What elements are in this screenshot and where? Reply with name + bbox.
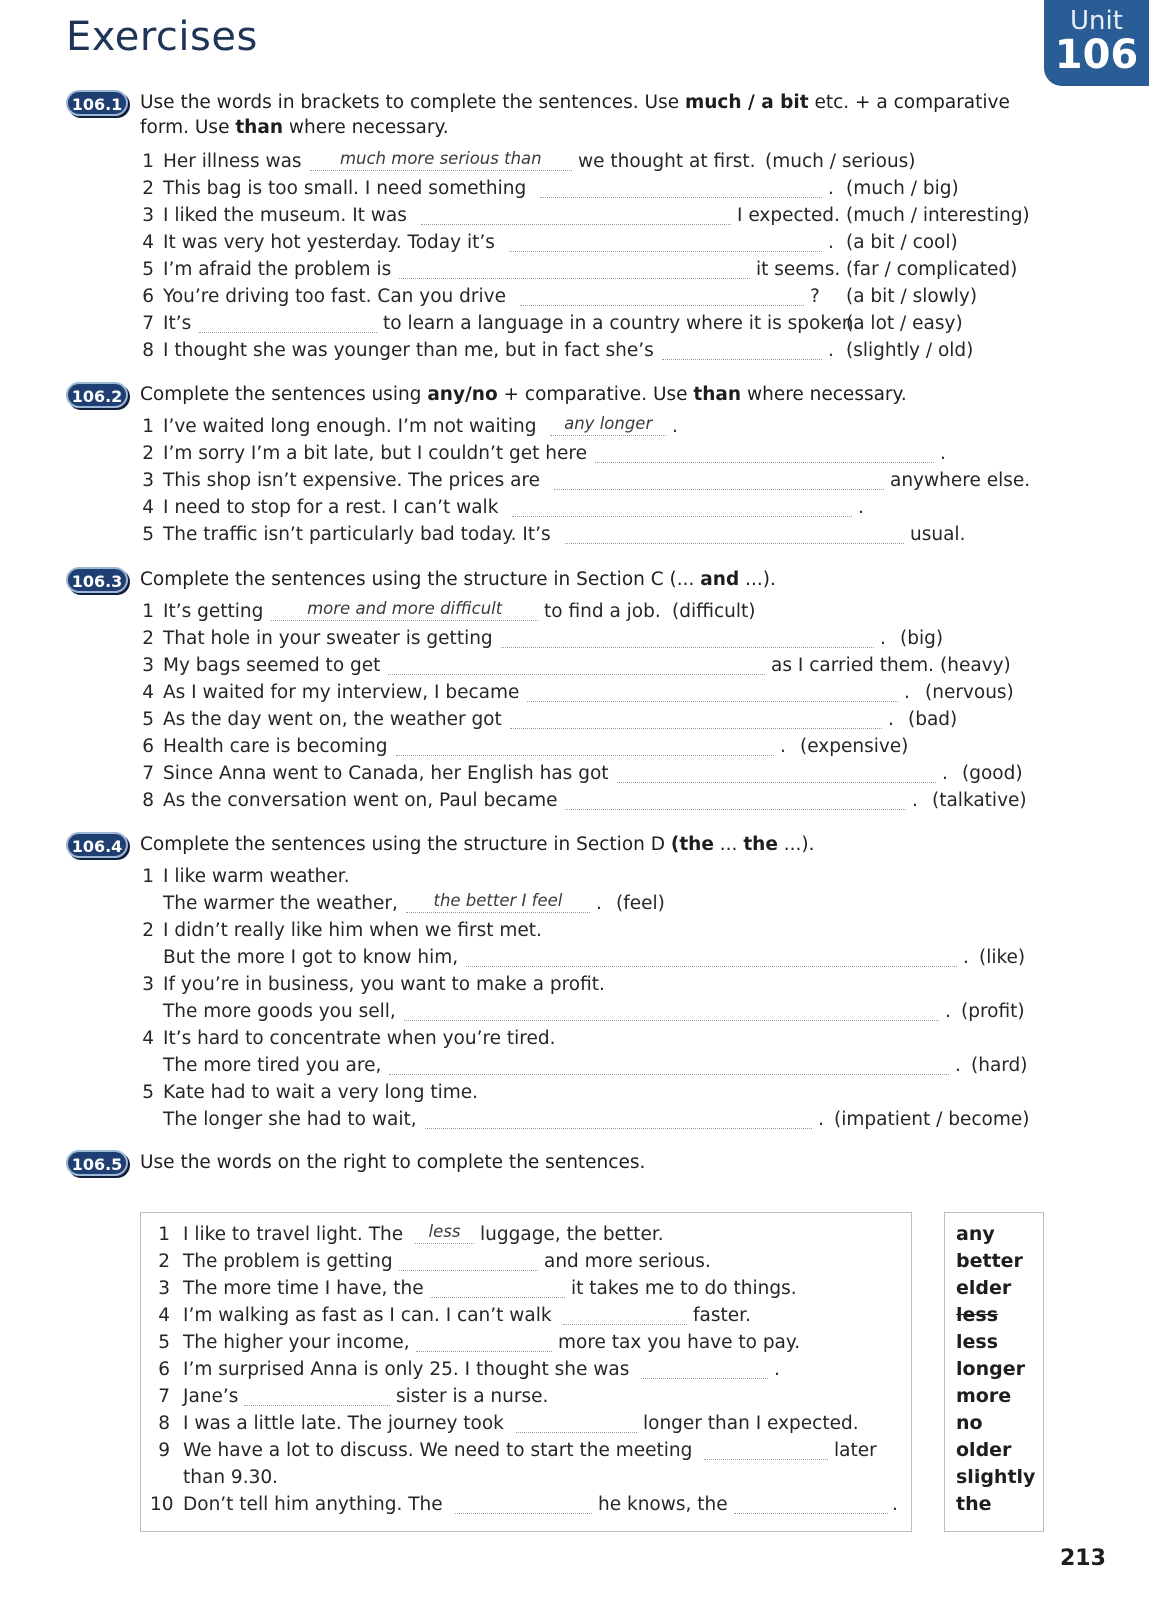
exercise-item [0,600,1149,624]
exercise-item [0,1331,1149,1355]
item-text: That hole in your sweater is getting [163,628,493,649]
item-hint: (profit) [961,1001,1025,1022]
item-text-after: faster. [693,1305,751,1326]
exercise-item [0,258,1149,282]
exercise-badge: 106.3 [66,567,128,593]
exercise-item [0,1439,1149,1463]
item-text: It’s [163,313,192,334]
exercise-item [0,204,1149,228]
item-number: 6 [142,736,154,757]
answer-blank[interactable] [396,735,774,756]
answer-blank[interactable] [563,1304,687,1325]
item-hint: (talkative) [932,790,1027,811]
item-text-after: to learn a language in a country where it is spoken. [383,313,860,334]
exercise-item [0,973,1149,997]
exercise-item [0,708,1149,732]
exercise-item [0,339,1149,363]
exercise-item [0,442,1149,466]
item-number: 5 [142,709,154,730]
item-hint: (hard) [971,1055,1028,1076]
exercise-item [0,469,1149,493]
item-text-after: . [945,1001,951,1022]
item-text: Since Anna went to Canada, her English has got [163,763,609,784]
item-number: 5 [142,1082,154,1103]
exercise-item [0,150,1149,174]
item-text: The higher your income, [183,1332,410,1353]
item-number: 6 [142,286,154,307]
item-hint: (bad) [908,709,958,730]
answer-blank[interactable] [389,1054,949,1075]
item-text-after: to find a job. [544,601,661,622]
item-number: 3 [142,974,154,995]
item-number: 3 [142,470,154,491]
exercise-item [0,1250,1149,1274]
exercise-item [0,523,1149,547]
item-text-after: . [858,497,864,518]
item-text-after: and more serious. [544,1251,711,1272]
item-number: 2 [158,1251,170,1272]
word-bank-item: less [956,1304,999,1326]
item-hint: (big) [900,628,944,649]
page-title: Exercises [66,14,258,60]
exercise-item [0,231,1149,255]
item-text-after: it seems. [756,259,841,280]
page-number: 213 [1060,1546,1106,1571]
word-bank-item: longer [956,1358,1025,1380]
item-text: I like warm weather. [163,866,350,887]
item-text-after: . [828,178,834,199]
item-text: But the more I got to know him, [163,947,459,968]
item-number: 2 [142,920,154,941]
item-number: 3 [158,1278,170,1299]
word-bank-item: more [956,1385,1012,1407]
exercise-item [0,865,1149,889]
item-number: 1 [142,151,154,172]
answer-blank[interactable] [565,523,904,544]
item-number: 4 [142,497,154,518]
item-hint: (heavy) [940,655,1011,676]
item-number: 5 [142,524,154,545]
item-text-after: . [892,1494,898,1515]
item-number: 1 [142,866,154,887]
item-text-after: . [596,893,602,914]
item-text-after: . [912,790,918,811]
item-number: 10 [150,1494,174,1515]
item-text-after: . [940,443,946,464]
exercise-item [0,1412,1149,1436]
exercise-item [0,1385,1149,1409]
exercise-item [0,312,1149,336]
exercise-item-line2 [0,1466,1149,1490]
item-number: 3 [142,205,154,226]
item-text-after: . [774,1359,780,1380]
item-hint: (good) [962,763,1023,784]
item-text-after: . [955,1055,961,1076]
item-text: The longer she had to wait, [163,1109,417,1130]
item-text-after: as I carried them. [771,655,934,676]
item-text: You’re driving too fast. Can you drive [163,286,506,307]
item-text: I’m sorry I’m a bit late, but I couldn’t get here [163,443,587,464]
item-number: 7 [142,313,154,334]
item-text-after: . [880,628,886,649]
item-text: The traffic isn’t particularly bad today. It’s [163,524,551,545]
item-number: 7 [142,763,154,784]
item-number: 4 [142,682,154,703]
item-hint: (slightly / old) [846,340,974,361]
exercise-item-line2 [0,1054,1149,1078]
item-number: 8 [142,340,154,361]
answer-blank[interactable] [509,231,822,252]
item-hint: (like) [979,947,1026,968]
item-text: The problem is getting [183,1251,393,1272]
exercise-item [0,1081,1149,1105]
answer-blank[interactable] [734,1493,888,1514]
word-bank-item: less [956,1331,999,1353]
item-number: 8 [142,790,154,811]
item-text: I’m surprised Anna is only 25. I thought she was [183,1359,630,1380]
item-hint: (feel) [616,893,665,914]
item-text-after: usual. [910,524,966,545]
item-number: 2 [142,178,154,199]
item-number: 4 [142,1028,154,1049]
item-hint: (impatient / become) [834,1109,1030,1130]
answer-blank[interactable] [388,654,765,675]
item-text: Health care is becoming [163,736,388,757]
answer-blank[interactable] [425,1108,812,1129]
word-bank-item: better [956,1250,1023,1272]
exercise-item [0,735,1149,759]
answer-blank[interactable] [617,762,936,783]
exercise-item [0,177,1149,201]
item-text-after: ? [810,286,820,307]
item-hint: (much / interesting) [846,205,1030,226]
item-text-after: . [818,1109,824,1130]
item-text-after: we thought at first. [578,151,756,172]
answer-blank[interactable] [399,1250,538,1271]
item-text: This shop isn’t expensive. The prices are [163,470,541,491]
item-text: If you’re in business, you want to make a profit. [163,974,605,995]
answer-blank[interactable] [595,442,934,463]
answer-blank[interactable] [430,1277,565,1298]
exercise-item [0,1304,1149,1328]
exercise-item [0,285,1149,309]
exercise-item [0,1223,1149,1247]
item-hint: (a bit / slowly) [846,286,978,307]
item-text: I liked the museum. It was [163,205,407,226]
item-hint: (much / serious) [765,151,916,172]
item-text: It was very hot yesterday. Today it’s [163,232,495,253]
item-text-after: . [828,232,834,253]
exercise-item-line2 [0,1108,1149,1132]
exercise-badge: 106.1 [66,90,128,116]
item-hint: (far / complicated) [846,259,1018,280]
section-instruction: Complete the sentences using any/no + comparative. Use than where necessary. [140,384,907,405]
exercise-item [0,415,1149,439]
section-instruction: Complete the sentences using the structure in Section C (... and ...). [140,569,776,590]
item-text: As I waited for my interview, I became [163,682,520,703]
answer-blank[interactable] [199,312,377,333]
exercise-item [0,789,1149,813]
word-bank-item: older [956,1439,1012,1461]
answer-blank[interactable] [404,1000,939,1021]
answer-blank[interactable] [421,204,731,225]
item-hint: (a bit / cool) [846,232,958,253]
item-number: 2 [142,628,154,649]
exercise-item-line2 [0,946,1149,970]
answer-blank[interactable] [540,177,822,198]
exercise-item-line2 [0,892,1149,916]
item-number: 3 [142,655,154,676]
item-text-after: I expected. [737,205,840,226]
item-text: We have a lot to discuss. We need to start the meeting [183,1440,693,1461]
item-text: I was a little late. The journey took [183,1413,504,1434]
word-bank-item: any [956,1223,995,1245]
item-number: 1 [158,1224,170,1245]
item-text: The more goods you sell, [163,1001,396,1022]
answer-blank[interactable] [516,1412,637,1433]
exercise-badge: 106.5 [66,1150,128,1176]
item-number: 9 [158,1440,170,1461]
item-text: I’ve waited long enough. I’m not waiting [163,416,537,437]
item-text-after: later [834,1440,877,1461]
item-text-after: . [828,340,834,361]
item-text: The warmer the weather, [163,893,398,914]
exercise-badge: 106.2 [66,382,128,408]
item-number: 5 [142,259,154,280]
answer-blank[interactable] [510,708,882,729]
answer-blank[interactable] [554,469,884,490]
answer-blank[interactable] [455,1493,592,1514]
item-number: 4 [142,232,154,253]
item-number: 2 [142,443,154,464]
item-text: Jane’s [183,1386,239,1407]
section-instruction: Use the words on the right to complete the sentences. [140,1152,646,1173]
answer-blank[interactable] [466,946,957,967]
item-hint: (a lot / easy) [846,313,963,334]
item-text-after: he knows, the [598,1494,728,1515]
item-text: Kate had to wait a very long time. [163,1082,479,1103]
answer-blank[interactable] [662,339,822,360]
word-bank-item: the [956,1493,992,1515]
item-hint: (much / big) [846,178,959,199]
item-number: 1 [142,416,154,437]
exercise-item [0,681,1149,705]
answer-blank[interactable] [527,681,898,702]
item-hint: (expensive) [800,736,909,757]
section-instruction: Complete the sentences using the structure in Section D (the ... the ...). [140,834,815,855]
exercise-item-line2 [0,1000,1149,1024]
exercise-item [0,1277,1149,1301]
exercise-item [0,762,1149,786]
item-text: I didn’t really like him when we first met. [163,920,542,941]
item-hint: (nervous) [925,682,1014,703]
item-text: I need to stop for a rest. I can’t walk [163,497,499,518]
answer-blank[interactable] [416,1331,552,1352]
unit-tab [1044,0,1149,86]
item-number: 1 [142,601,154,622]
item-text-after: longer than I expected. [643,1413,859,1434]
item-text: The more tired you are, [163,1055,382,1076]
item-text: I like to travel light. The [183,1224,404,1245]
answer-blank[interactable] [501,627,874,648]
item-text: Don’t tell him anything. The [183,1494,443,1515]
item-text-after: luggage, the better. [480,1224,664,1245]
item-hint: (difficult) [672,601,756,622]
item-number: 6 [158,1359,170,1380]
item-text: As the day went on, the weather got [163,709,502,730]
item-text-after: . [672,416,678,437]
item-number: 8 [158,1413,170,1434]
item-text: than 9.30. [183,1467,278,1488]
exercise-item [0,919,1149,943]
unit-number: 106 [1054,32,1139,78]
answer-blank[interactable] [520,285,804,306]
item-text: My bags seemed to get [163,655,381,676]
exercise-item [0,1493,1149,1517]
answer-blank[interactable] [244,1385,390,1406]
item-text: It’s hard to concentrate when you’re tired. [163,1028,556,1049]
answer-blank[interactable]: much more serious than [310,150,572,171]
item-text: I’m walking as fast as I can. I can’t walk [183,1305,552,1326]
word-bank-item: slightly [956,1466,1036,1488]
item-text-after: . [780,736,786,757]
item-text-after: . [942,763,948,784]
word-bank-item: no [956,1412,983,1434]
item-text-after: it takes me to do things. [571,1278,797,1299]
answer-blank[interactable] [565,789,906,810]
answer-blank[interactable]: less [415,1223,474,1244]
item-text-after: . [888,709,894,730]
unit-label: Unit [1070,6,1123,36]
item-text-after: sister is a nurse. [396,1386,549,1407]
exercise-item [0,1027,1149,1051]
item-text: This bag is too small. I need something [163,178,527,199]
answer-blank[interactable]: more and more difficult [271,600,538,621]
item-text: I’m afraid the problem is [163,259,392,280]
item-text-after: . [904,682,910,703]
answer-blank[interactable] [399,258,750,279]
item-text: I thought she was younger than me, but in fact she’s [163,340,654,361]
word-bank-item: elder [956,1277,1012,1299]
item-text: Her illness was [163,151,302,172]
answer-blank[interactable]: any longer [550,415,666,436]
answer-blank[interactable] [704,1439,828,1460]
item-text-after: more tax you have to pay. [558,1332,801,1353]
item-text: As the conversation went on, Paul became [163,790,558,811]
exercise-item [0,627,1149,651]
exercise-item [0,496,1149,520]
answer-blank[interactable]: the better I feel [406,892,590,913]
item-text: It’s getting [163,601,264,622]
item-text-after: . [963,947,969,968]
item-number: 4 [158,1305,170,1326]
item-text: The more time I have, the [183,1278,424,1299]
answer-blank[interactable] [641,1358,768,1379]
exercise-item [0,654,1149,678]
exercise-badge: 106.4 [66,832,128,858]
section-instruction: Use the words in brackets to complete the sentences. Use much / a bit etc. + a comparative form. Use than where necessary. [140,92,1010,138]
item-number: 7 [158,1386,170,1407]
item-text-after: anywhere else. [890,470,1031,491]
item-number: 5 [158,1332,170,1353]
exercise-item [0,1358,1149,1382]
answer-blank[interactable] [512,496,852,517]
